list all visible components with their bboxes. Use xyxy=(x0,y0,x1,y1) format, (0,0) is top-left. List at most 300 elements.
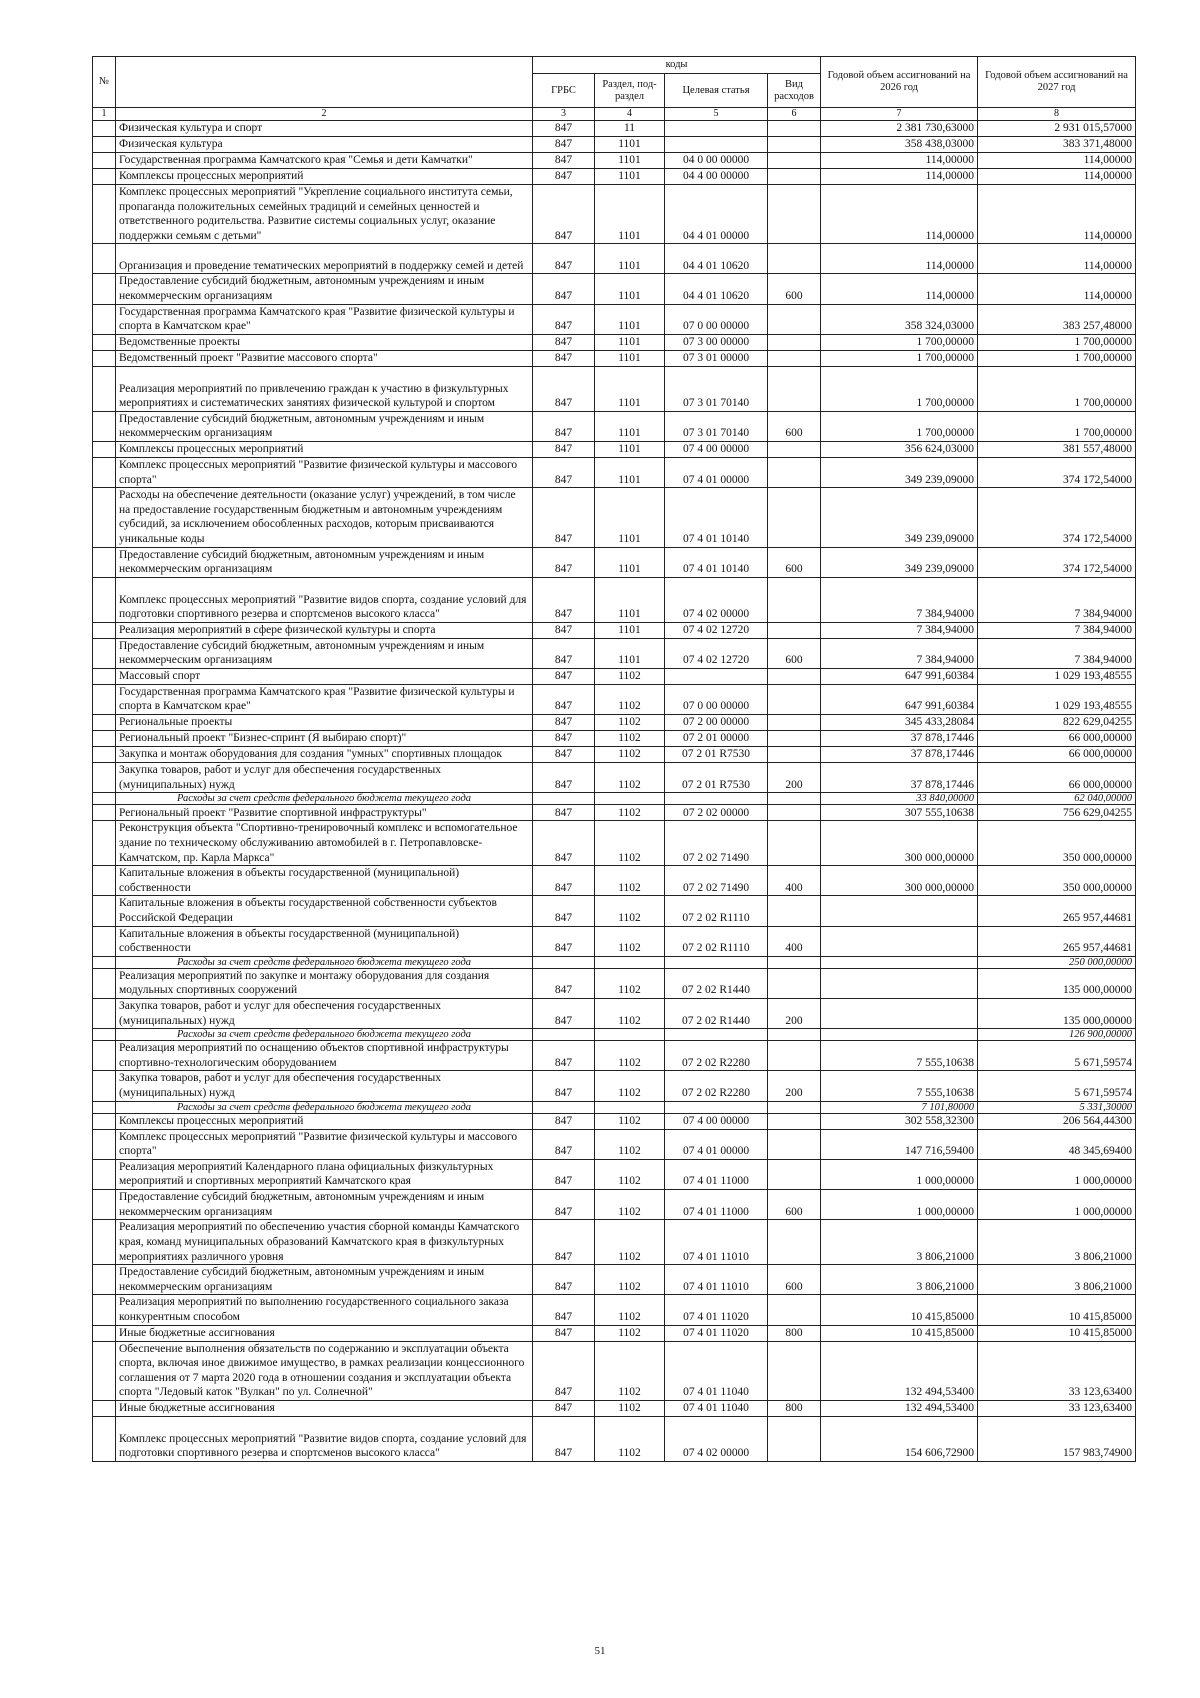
target-cell: 07 3 01 70140 xyxy=(665,411,768,441)
section-cell: 1102 xyxy=(595,896,665,926)
value-2026-cell: 1 700,00000 xyxy=(821,411,978,441)
grbs-cell: 847 xyxy=(533,926,595,956)
value-2027-cell: 383 371,48000 xyxy=(978,137,1136,153)
value-2026-cell xyxy=(821,896,978,926)
value-2026-cell xyxy=(821,1029,978,1041)
grbs-cell xyxy=(533,793,595,805)
table-row xyxy=(93,441,1136,457)
federal-budget-row xyxy=(93,1101,1136,1113)
table-row xyxy=(93,715,1136,731)
num-cell xyxy=(93,304,116,334)
name-cell: Комплекс процессных мероприятий "Укрепление социального института семьи, пропаганда положительных семейных традиций и семейных ценностей и ответственного родительства. Развитие системы социальных услуг, оказание поддержки семьям с детьми" xyxy=(116,185,533,244)
section-cell: 1101 xyxy=(595,137,665,153)
section-cell: 1102 xyxy=(595,805,665,821)
target-cell: 07 4 02 00000 xyxy=(665,577,768,622)
num-cell xyxy=(93,1071,116,1101)
exptype-cell: 600 xyxy=(768,274,821,304)
name-cell: Расходы за счет средств федерального бюджета текущего года xyxy=(116,793,533,805)
table-row xyxy=(93,185,1136,244)
section-cell: 1101 xyxy=(595,411,665,441)
num-cell xyxy=(93,1159,116,1189)
target-cell: 07 4 01 10140 xyxy=(665,547,768,577)
grbs-cell: 847 xyxy=(533,968,595,998)
section-cell: 1101 xyxy=(595,274,665,304)
value-2027-cell: 3 806,21000 xyxy=(978,1265,1136,1295)
section-cell: 1102 xyxy=(595,1189,665,1219)
name-cell: Региональный проект "Бизнес-спринт (Я выбираю спорт)" xyxy=(116,731,533,747)
num-cell xyxy=(93,622,116,638)
num-cell xyxy=(93,926,116,956)
value-2027-cell: 33 123,63400 xyxy=(978,1400,1136,1416)
grbs-cell: 847 xyxy=(533,684,595,714)
grbs-cell: 847 xyxy=(533,304,595,334)
grbs-cell: 847 xyxy=(533,577,595,622)
section-cell: 1102 xyxy=(595,763,665,793)
name-cell: Закупка товаров, работ и услуг для обеспечения государственных (муниципальных) нужд xyxy=(116,1071,533,1101)
value-2026-cell: 7 555,10638 xyxy=(821,1071,978,1101)
name-cell: Реализация мероприятий по закупке и монтажу оборудования для создания модульных спортивных сооружений xyxy=(116,968,533,998)
name-cell: Реализация мероприятий по оснащению объектов спортивной инфраструктуры спортивно-технологическим оборудованием xyxy=(116,1041,533,1071)
exptype-cell xyxy=(768,153,821,169)
section-cell: 1102 xyxy=(595,1041,665,1071)
name-cell: Закупка товаров, работ и услуг для обеспечения государственных (муниципальных) нужд xyxy=(116,999,533,1029)
table-row xyxy=(93,622,1136,638)
num-cell xyxy=(93,1113,116,1129)
value-2027-cell: 10 415,85000 xyxy=(978,1325,1136,1341)
value-2026-cell: 132 494,53400 xyxy=(821,1341,978,1400)
target-cell xyxy=(665,793,768,805)
name-cell: Предоставление субсидий бюджетным, автономным учреждениям и иным некоммерческим организациям xyxy=(116,547,533,577)
value-2026-cell xyxy=(821,968,978,998)
section-cell: 1101 xyxy=(595,638,665,668)
name-cell: Предоставление субсидий бюджетным, автономным учреждениям и иным некоммерческим организациям xyxy=(116,274,533,304)
exptype-cell xyxy=(768,1341,821,1400)
value-2026-cell: 300 000,00000 xyxy=(821,821,978,866)
exptype-cell xyxy=(768,1129,821,1159)
grbs-cell: 847 xyxy=(533,334,595,350)
value-2026-cell: 114,00000 xyxy=(821,244,978,274)
value-2027-cell: 381 557,48000 xyxy=(978,441,1136,457)
exptype-cell xyxy=(768,1029,821,1041)
grbs-cell: 847 xyxy=(533,457,595,487)
value-2027-cell: 135 000,00000 xyxy=(978,999,1136,1029)
grbs-cell: 847 xyxy=(533,1071,595,1101)
name-cell: Расходы за счет средств федерального бюджета текущего года xyxy=(116,1101,533,1113)
exptype-cell xyxy=(768,622,821,638)
value-2027-cell: 822 629,04255 xyxy=(978,715,1136,731)
exptype-cell xyxy=(768,668,821,684)
grbs-cell: 847 xyxy=(533,1400,595,1416)
num-cell xyxy=(93,1295,116,1325)
section-cell: 1101 xyxy=(595,350,665,366)
num-cell xyxy=(93,763,116,793)
name-cell: Капитальные вложения в объекты государственной собственности субъектов Российской Федерации xyxy=(116,896,533,926)
grbs-cell: 847 xyxy=(533,715,595,731)
value-2027-cell: 66 000,00000 xyxy=(978,747,1136,763)
target-cell: 07 2 02 R1440 xyxy=(665,968,768,998)
grbs-cell: 847 xyxy=(533,185,595,244)
name-cell: Реализация мероприятий в сфере физической культуры и спорта xyxy=(116,622,533,638)
grbs-cell: 847 xyxy=(533,638,595,668)
section-cell: 1102 xyxy=(595,1159,665,1189)
exptype-cell: 400 xyxy=(768,926,821,956)
exptype-cell xyxy=(768,715,821,731)
section-cell: 1102 xyxy=(595,968,665,998)
grbs-cell: 847 xyxy=(533,488,595,547)
target-cell: 07 2 02 R1440 xyxy=(665,999,768,1029)
section-cell: 1101 xyxy=(595,577,665,622)
value-2027-cell: 1 000,00000 xyxy=(978,1189,1136,1219)
num-cell xyxy=(93,793,116,805)
name-cell: Реализация мероприятий по выполнению государственного социального заказа конкурентным способом xyxy=(116,1295,533,1325)
col-2026-header: Годовой объем ассигнований на 2026 год xyxy=(821,57,978,108)
table-row xyxy=(93,1113,1136,1129)
num-cell xyxy=(93,1220,116,1265)
table-row xyxy=(93,1129,1136,1159)
target-cell: 07 3 01 70140 xyxy=(665,366,768,411)
num-cell xyxy=(93,684,116,714)
value-2027-cell: 756 629,04255 xyxy=(978,805,1136,821)
table-row xyxy=(93,866,1136,896)
colnum: 3 xyxy=(533,108,595,121)
section-cell: 1101 xyxy=(595,169,665,185)
table-row xyxy=(93,577,1136,622)
value-2026-cell: 7 384,94000 xyxy=(821,577,978,622)
name-cell: Расходы за счет средств федерального бюджета текущего года xyxy=(116,956,533,968)
exptype-cell xyxy=(768,896,821,926)
grbs-cell: 847 xyxy=(533,1341,595,1400)
name-cell: Комплексы процессных мероприятий xyxy=(116,441,533,457)
table-row xyxy=(93,896,1136,926)
colnum: 4 xyxy=(595,108,665,121)
name-cell: Организация и проведение тематических мероприятий в поддержку семей и детей xyxy=(116,244,533,274)
grbs-cell: 847 xyxy=(533,274,595,304)
value-2026-cell: 356 624,03000 xyxy=(821,441,978,457)
colnum: 8 xyxy=(978,108,1136,121)
target-cell: 07 3 01 00000 xyxy=(665,350,768,366)
section-cell: 1102 xyxy=(595,731,665,747)
grbs-cell: 847 xyxy=(533,366,595,411)
value-2027-cell: 66 000,00000 xyxy=(978,763,1136,793)
col-grbs-header: ГРБС xyxy=(533,74,595,108)
exptype-cell: 200 xyxy=(768,1071,821,1101)
value-2027-cell: 48 345,69400 xyxy=(978,1129,1136,1159)
exptype-cell: 600 xyxy=(768,1265,821,1295)
exptype-cell xyxy=(768,121,821,137)
value-2026-cell: 1 000,00000 xyxy=(821,1189,978,1219)
value-2027-cell: 114,00000 xyxy=(978,169,1136,185)
name-cell: Региональный проект "Развитие спортивной инфраструктуры" xyxy=(116,805,533,821)
target-cell: 07 4 00 00000 xyxy=(665,1113,768,1129)
section-cell xyxy=(595,956,665,968)
table-row xyxy=(93,244,1136,274)
exptype-cell xyxy=(768,1041,821,1071)
col-2027-header: Годовой объем ассигнований на 2027 год xyxy=(978,57,1136,108)
exptype-cell xyxy=(768,731,821,747)
target-cell: 07 2 02 R1110 xyxy=(665,896,768,926)
name-cell: Физическая культура xyxy=(116,137,533,153)
value-2026-cell: 7 555,10638 xyxy=(821,1041,978,1071)
grbs-cell: 847 xyxy=(533,1129,595,1159)
num-cell xyxy=(93,1189,116,1219)
exptype-cell xyxy=(768,350,821,366)
target-cell xyxy=(665,121,768,137)
name-cell: Обеспечение выполнения обязательств по содержанию и эксплуатации объекта спорта, включая иное движимое имущество, в рамках реализации концессионного соглашения от 7 марта 2020 года в отношении создания и эксплуатации объекта спорта "Ледовый каток "Вулкан" по ул. Солнечной" xyxy=(116,1341,533,1400)
target-cell: 07 2 02 R2280 xyxy=(665,1041,768,1071)
exptype-cell xyxy=(768,577,821,622)
exptype-cell: 600 xyxy=(768,1189,821,1219)
grbs-cell: 847 xyxy=(533,1295,595,1325)
grbs-cell: 847 xyxy=(533,896,595,926)
num-cell xyxy=(93,441,116,457)
table-row xyxy=(93,1325,1136,1341)
name-cell: Иные бюджетные ассигнования xyxy=(116,1325,533,1341)
value-2026-cell: 7 384,94000 xyxy=(821,622,978,638)
target-cell: 07 2 02 71490 xyxy=(665,821,768,866)
section-cell: 1101 xyxy=(595,153,665,169)
exptype-cell: 800 xyxy=(768,1325,821,1341)
name-cell: Предоставление субсидий бюджетным, автономным учреждениям и иным некоммерческим организациям xyxy=(116,1265,533,1295)
value-2027-cell: 7 384,94000 xyxy=(978,638,1136,668)
target-cell: 07 2 01 R7530 xyxy=(665,763,768,793)
num-cell xyxy=(93,1029,116,1041)
section-cell: 1101 xyxy=(595,547,665,577)
table-row xyxy=(93,274,1136,304)
grbs-cell: 847 xyxy=(533,153,595,169)
num-cell xyxy=(93,1101,116,1113)
value-2027-cell: 206 564,44300 xyxy=(978,1113,1136,1129)
value-2027-cell: 62 040,00000 xyxy=(978,793,1136,805)
name-cell: Ведомственные проекты xyxy=(116,334,533,350)
value-2027-cell: 350 000,00000 xyxy=(978,866,1136,896)
value-2026-cell: 2 381 730,63000 xyxy=(821,121,978,137)
exptype-cell xyxy=(768,457,821,487)
target-cell: 07 4 01 11020 xyxy=(665,1325,768,1341)
value-2027-cell: 265 957,44681 xyxy=(978,926,1136,956)
target-cell: 04 4 01 10620 xyxy=(665,274,768,304)
name-cell: Предоставление субсидий бюджетным, автономным учреждениям и иным некоммерческим организациям xyxy=(116,411,533,441)
grbs-cell: 847 xyxy=(533,350,595,366)
table-row xyxy=(93,805,1136,821)
colnum: 5 xyxy=(665,108,768,121)
num-cell xyxy=(93,715,116,731)
exptype-cell xyxy=(768,805,821,821)
name-cell: Комплекс процессных мероприятий "Развитие физической культуры и массового спорта" xyxy=(116,457,533,487)
exptype-cell xyxy=(768,488,821,547)
name-cell: Государственная программа Камчатского края "Семья и дети Камчатки" xyxy=(116,153,533,169)
value-2027-cell: 114,00000 xyxy=(978,153,1136,169)
table-row xyxy=(93,334,1136,350)
section-cell: 1102 xyxy=(595,1071,665,1101)
value-2027-cell: 2 931 015,57000 xyxy=(978,121,1136,137)
value-2027-cell: 1 000,00000 xyxy=(978,1159,1136,1189)
federal-budget-row xyxy=(93,1029,1136,1041)
section-cell xyxy=(595,793,665,805)
exptype-cell xyxy=(768,137,821,153)
value-2026-cell: 7 101,80000 xyxy=(821,1101,978,1113)
value-2027-cell: 10 415,85000 xyxy=(978,1295,1136,1325)
target-cell: 07 4 02 00000 xyxy=(665,1416,768,1461)
table-row xyxy=(93,638,1136,668)
value-2027-cell: 5 671,59574 xyxy=(978,1041,1136,1071)
num-cell xyxy=(93,1041,116,1071)
table-row xyxy=(93,547,1136,577)
value-2026-cell: 358 438,03000 xyxy=(821,137,978,153)
num-cell xyxy=(93,488,116,547)
value-2026-cell: 7 384,94000 xyxy=(821,638,978,668)
federal-budget-row xyxy=(93,956,1136,968)
page-number: 51 xyxy=(594,1645,606,1657)
target-cell: 07 4 01 00000 xyxy=(665,1129,768,1159)
budget-table xyxy=(92,56,1136,1462)
grbs-cell: 847 xyxy=(533,866,595,896)
grbs-cell: 847 xyxy=(533,999,595,1029)
table-row xyxy=(93,366,1136,411)
name-cell: Комплексы процессных мероприятий xyxy=(116,1113,533,1129)
table-row xyxy=(93,121,1136,137)
col-name-header xyxy=(116,57,533,108)
table-row xyxy=(93,304,1136,334)
name-cell: Реализация мероприятий Календарного плана официальных физкультурных мероприятий и спортивных мероприятий Камчатского края xyxy=(116,1159,533,1189)
name-cell: Расходы за счет средств федерального бюджета текущего года xyxy=(116,1029,533,1041)
grbs-cell: 847 xyxy=(533,244,595,274)
table-row xyxy=(93,968,1136,998)
table-row xyxy=(93,411,1136,441)
table-row xyxy=(93,926,1136,956)
name-cell: Закупка товаров, работ и услуг для обеспечения государственных (муниципальных) нужд xyxy=(116,763,533,793)
table-row xyxy=(93,731,1136,747)
target-cell: 07 2 02 71490 xyxy=(665,866,768,896)
section-cell: 1102 xyxy=(595,1416,665,1461)
grbs-cell: 847 xyxy=(533,1416,595,1461)
section-cell: 1102 xyxy=(595,821,665,866)
num-cell xyxy=(93,350,116,366)
grbs-cell: 847 xyxy=(533,1159,595,1189)
num-cell xyxy=(93,153,116,169)
colnum: 7 xyxy=(821,108,978,121)
value-2027-cell: 7 384,94000 xyxy=(978,622,1136,638)
section-cell: 1101 xyxy=(595,488,665,547)
name-cell: Государственная программа Камчатского края "Развитие физической культуры и спорта в Камчатском крае" xyxy=(116,304,533,334)
section-cell: 1102 xyxy=(595,1265,665,1295)
target-cell: 04 4 00 00000 xyxy=(665,169,768,185)
table-row xyxy=(93,1416,1136,1461)
target-cell: 07 4 02 12720 xyxy=(665,622,768,638)
value-2026-cell: 114,00000 xyxy=(821,153,978,169)
exptype-cell xyxy=(768,244,821,274)
value-2027-cell: 157 983,74900 xyxy=(978,1416,1136,1461)
grbs-cell: 847 xyxy=(533,411,595,441)
value-2026-cell: 349 239,09000 xyxy=(821,457,978,487)
name-cell: Предоставление субсидий бюджетным, автономным учреждениям и иным некоммерческим организациям xyxy=(116,638,533,668)
exptype-cell xyxy=(768,169,821,185)
value-2026-cell: 302 558,32300 xyxy=(821,1113,978,1129)
grbs-cell xyxy=(533,1101,595,1113)
target-cell: 07 4 01 00000 xyxy=(665,457,768,487)
value-2026-cell xyxy=(821,926,978,956)
num-cell xyxy=(93,999,116,1029)
value-2027-cell: 374 172,54000 xyxy=(978,457,1136,487)
target-cell: 07 2 01 00000 xyxy=(665,731,768,747)
value-2026-cell: 345 433,28084 xyxy=(821,715,978,731)
grbs-cell: 847 xyxy=(533,747,595,763)
section-cell: 1101 xyxy=(595,622,665,638)
section-cell: 1102 xyxy=(595,926,665,956)
name-cell: Иные бюджетные ассигнования xyxy=(116,1400,533,1416)
section-cell: 1101 xyxy=(595,185,665,244)
target-cell: 07 2 02 R2280 xyxy=(665,1071,768,1101)
value-2027-cell: 1 700,00000 xyxy=(978,411,1136,441)
value-2026-cell: 1 700,00000 xyxy=(821,334,978,350)
value-2027-cell: 1 700,00000 xyxy=(978,366,1136,411)
exptype-cell: 600 xyxy=(768,411,821,441)
table-row xyxy=(93,684,1136,714)
num-cell xyxy=(93,137,116,153)
target-cell xyxy=(665,956,768,968)
num-cell xyxy=(93,1325,116,1341)
exptype-cell xyxy=(768,821,821,866)
target-cell xyxy=(665,137,768,153)
table-header xyxy=(93,57,1136,121)
value-2027-cell: 265 957,44681 xyxy=(978,896,1136,926)
grbs-cell: 847 xyxy=(533,1220,595,1265)
target-cell: 07 2 01 R7530 xyxy=(665,747,768,763)
num-cell xyxy=(93,821,116,866)
table-row xyxy=(93,999,1136,1029)
section-cell: 1101 xyxy=(595,244,665,274)
num-cell xyxy=(93,896,116,926)
colnum: 1 xyxy=(93,108,116,121)
table-row xyxy=(93,153,1136,169)
value-2027-cell: 114,00000 xyxy=(978,274,1136,304)
exptype-cell xyxy=(768,334,821,350)
num-cell xyxy=(93,366,116,411)
grbs-cell xyxy=(533,1029,595,1041)
target-cell: 07 2 00 00000 xyxy=(665,715,768,731)
table-row xyxy=(93,747,1136,763)
value-2026-cell: 307 555,10638 xyxy=(821,805,978,821)
grbs-cell: 847 xyxy=(533,441,595,457)
section-cell: 1102 xyxy=(595,866,665,896)
table-row xyxy=(93,1341,1136,1400)
exptype-cell xyxy=(768,1220,821,1265)
target-cell: 07 4 02 12720 xyxy=(665,638,768,668)
target-cell: 07 2 02 00000 xyxy=(665,805,768,821)
table-row xyxy=(93,350,1136,366)
target-cell: 07 4 01 11010 xyxy=(665,1265,768,1295)
value-2027-cell: 250 000,00000 xyxy=(978,956,1136,968)
value-2027-cell: 350 000,00000 xyxy=(978,821,1136,866)
num-cell xyxy=(93,547,116,577)
value-2027-cell: 374 172,54000 xyxy=(978,547,1136,577)
table-row xyxy=(93,137,1136,153)
value-2026-cell: 114,00000 xyxy=(821,185,978,244)
name-cell: Предоставление субсидий бюджетным, автономным учреждениям и иным некоммерческим организациям xyxy=(116,1189,533,1219)
num-cell xyxy=(93,731,116,747)
name-cell: Реализация мероприятий по привлечению граждан к участию в физкультурных мероприятиях и систематических занятиях физической культурой и спортом xyxy=(116,366,533,411)
num-cell xyxy=(93,121,116,137)
section-cell xyxy=(595,1101,665,1113)
num-cell xyxy=(93,185,116,244)
name-cell: Региональные проекты xyxy=(116,715,533,731)
value-2026-cell: 358 324,03000 xyxy=(821,304,978,334)
grbs-cell xyxy=(533,956,595,968)
value-2026-cell: 37 878,17446 xyxy=(821,731,978,747)
grbs-cell: 847 xyxy=(533,731,595,747)
exptype-cell xyxy=(768,956,821,968)
name-cell: Расходы на обеспечение деятельности (оказание услуг) учреждений, в том числе на предоставление государственным бюджетным и автономным учреждениям субсидий, за исключением обособленных расходов, которым присваиваются уникальные коды xyxy=(116,488,533,547)
exptype-cell xyxy=(768,441,821,457)
